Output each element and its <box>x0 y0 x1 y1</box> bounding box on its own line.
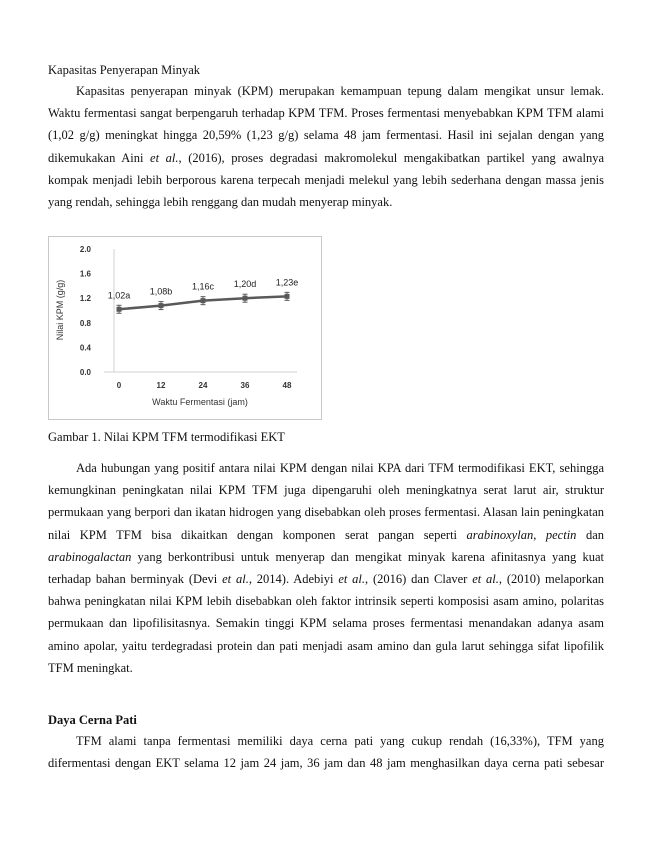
y-tick-label: 1.2 <box>79 294 91 304</box>
y-axis-label: Nilai KPM (g/g) <box>55 279 65 341</box>
paragraph-line: TFM alami tanpa fermentasi memiliki daya cerna pati yang cukup rendah (16,33%), TFM yang <box>76 734 604 748</box>
x-axis-label: Waktu Fermentasi (jam) <box>152 397 248 407</box>
x-tick-label: 12 <box>156 381 166 390</box>
paragraph-line: permukaan dan lipofilisitasnya. Semakin tinggi KPM selama proses fermentasi menandakan adanya asam <box>48 616 604 631</box>
paragraph-line: terhadap bahan berminyak (Devi et al., 2014). Adebiyi et al., (2016) dan Claver et al., (2010) melaporkan <box>48 572 605 587</box>
y-tick-label: 2.0 <box>79 245 91 254</box>
paragraph-line: dikemukakan Aini et al., (2016), proses degradasi makromolekul mengakibatkan partikel yang awalnya <box>48 150 604 165</box>
data-point <box>117 307 122 312</box>
paragraph-line: arabinogalactan yang berkontribusi untuk menyerap dan mengikat minyak karena afinitasnya yang kuat <box>48 549 604 564</box>
paragraph-starch-digestibility <box>48 730 604 774</box>
data-label: 1,23e <box>275 277 299 288</box>
paragraph-line: TFM meningkat. <box>48 660 133 675</box>
kpm-chart-svg <box>49 237 321 419</box>
x-tick-label: 48 <box>282 381 292 390</box>
x-tick-label: 36 <box>240 381 250 390</box>
data-label: 1,20d <box>233 279 257 290</box>
section-heading-starch-digestibility: Daya Cerna Pati <box>48 713 137 727</box>
data-label: 1,02a <box>107 290 131 301</box>
y-tick-label: 0.4 <box>79 343 91 353</box>
kpm-chart <box>48 236 322 420</box>
data-label: 1,08b <box>149 286 173 297</box>
paragraph-kpm-discussion <box>48 457 604 679</box>
data-point <box>285 294 290 299</box>
data-point <box>159 303 164 308</box>
paragraph-line: bahwa peningkatan nilai KPM lebih disebabkan oleh faktor intrinsik seperti komposisi asam amino, polaritas <box>48 594 604 609</box>
data-label: 1,16c <box>191 281 215 292</box>
paragraph-line: nilai KPM TFM bisa dikaitkan dengan komponen serat pangan seperti arabinoxylan, pectin dan <box>48 527 604 542</box>
paragraph-line: amino apolar, yaitu terdegradasi protein dan pati menjadi asam amino dan gula larut sehingga sifat lipofilik <box>48 638 604 653</box>
section-heading-oil-absorption: Kapasitas Penyerapan Minyak <box>48 63 201 77</box>
x-tick-label: 0 <box>116 381 122 390</box>
paragraph-line: kemungkinan peningkatan nilai KPM TFM juga dipengaruhi oleh meningkatnya serat larut air, struktur <box>48 483 604 498</box>
paragraph-line: kompak menjadi lebih berporous karena terpecah menjadi melekul yang lebih sederhana dengan massa jenis <box>48 172 604 187</box>
y-tick-label: 0.0 <box>79 368 91 377</box>
paragraph-oil-absorption <box>48 80 604 213</box>
paragraph-line: Ada hubungan yang positif antara nilai KPM dengan nilai KPA dari TFM termodifikasi EKT, sehingga <box>76 461 604 475</box>
data-point <box>243 296 248 301</box>
x-tick-label: 24 <box>198 381 208 390</box>
figure-caption: Gambar 1. Nilai KPM TFM termodifikasi EKT <box>48 430 285 444</box>
data-point <box>201 298 206 303</box>
paragraph-line: (1,02 g/g) meningkat hingga 20,59% (1,23 g/g) selama 48 jam fermentasi. Hasil ini sejalan dengan yang <box>48 128 604 143</box>
paragraph-line: permukaan yang berpori dan ikatan hidrogen yang disebabkan oleh proses fermentasi. Alasan lain peningkatan <box>48 505 604 520</box>
paragraph-line: Kapasitas penyerapan minyak (KPM) merupakan kemampuan tepung dalam mengikat unsur lemak. <box>76 84 604 98</box>
y-tick-label: 0.8 <box>79 318 91 328</box>
paragraph-line: yang rendah, sehingga lebih renggang dan mudah menyerap minyak. <box>48 195 393 210</box>
paragraph-line: difermentasi dengan EKT selama 12 jam 24 jam, 36 jam dan 48 jam menghasilkan daya cerna pati sebesar <box>48 756 604 771</box>
paragraph-line: Waktu fermentasi sangat berpengaruh terhadap KPM TFM. Proses fermentasi menyebabkan KPM TFM alami <box>48 106 604 121</box>
y-tick-label: 1.6 <box>79 269 91 279</box>
